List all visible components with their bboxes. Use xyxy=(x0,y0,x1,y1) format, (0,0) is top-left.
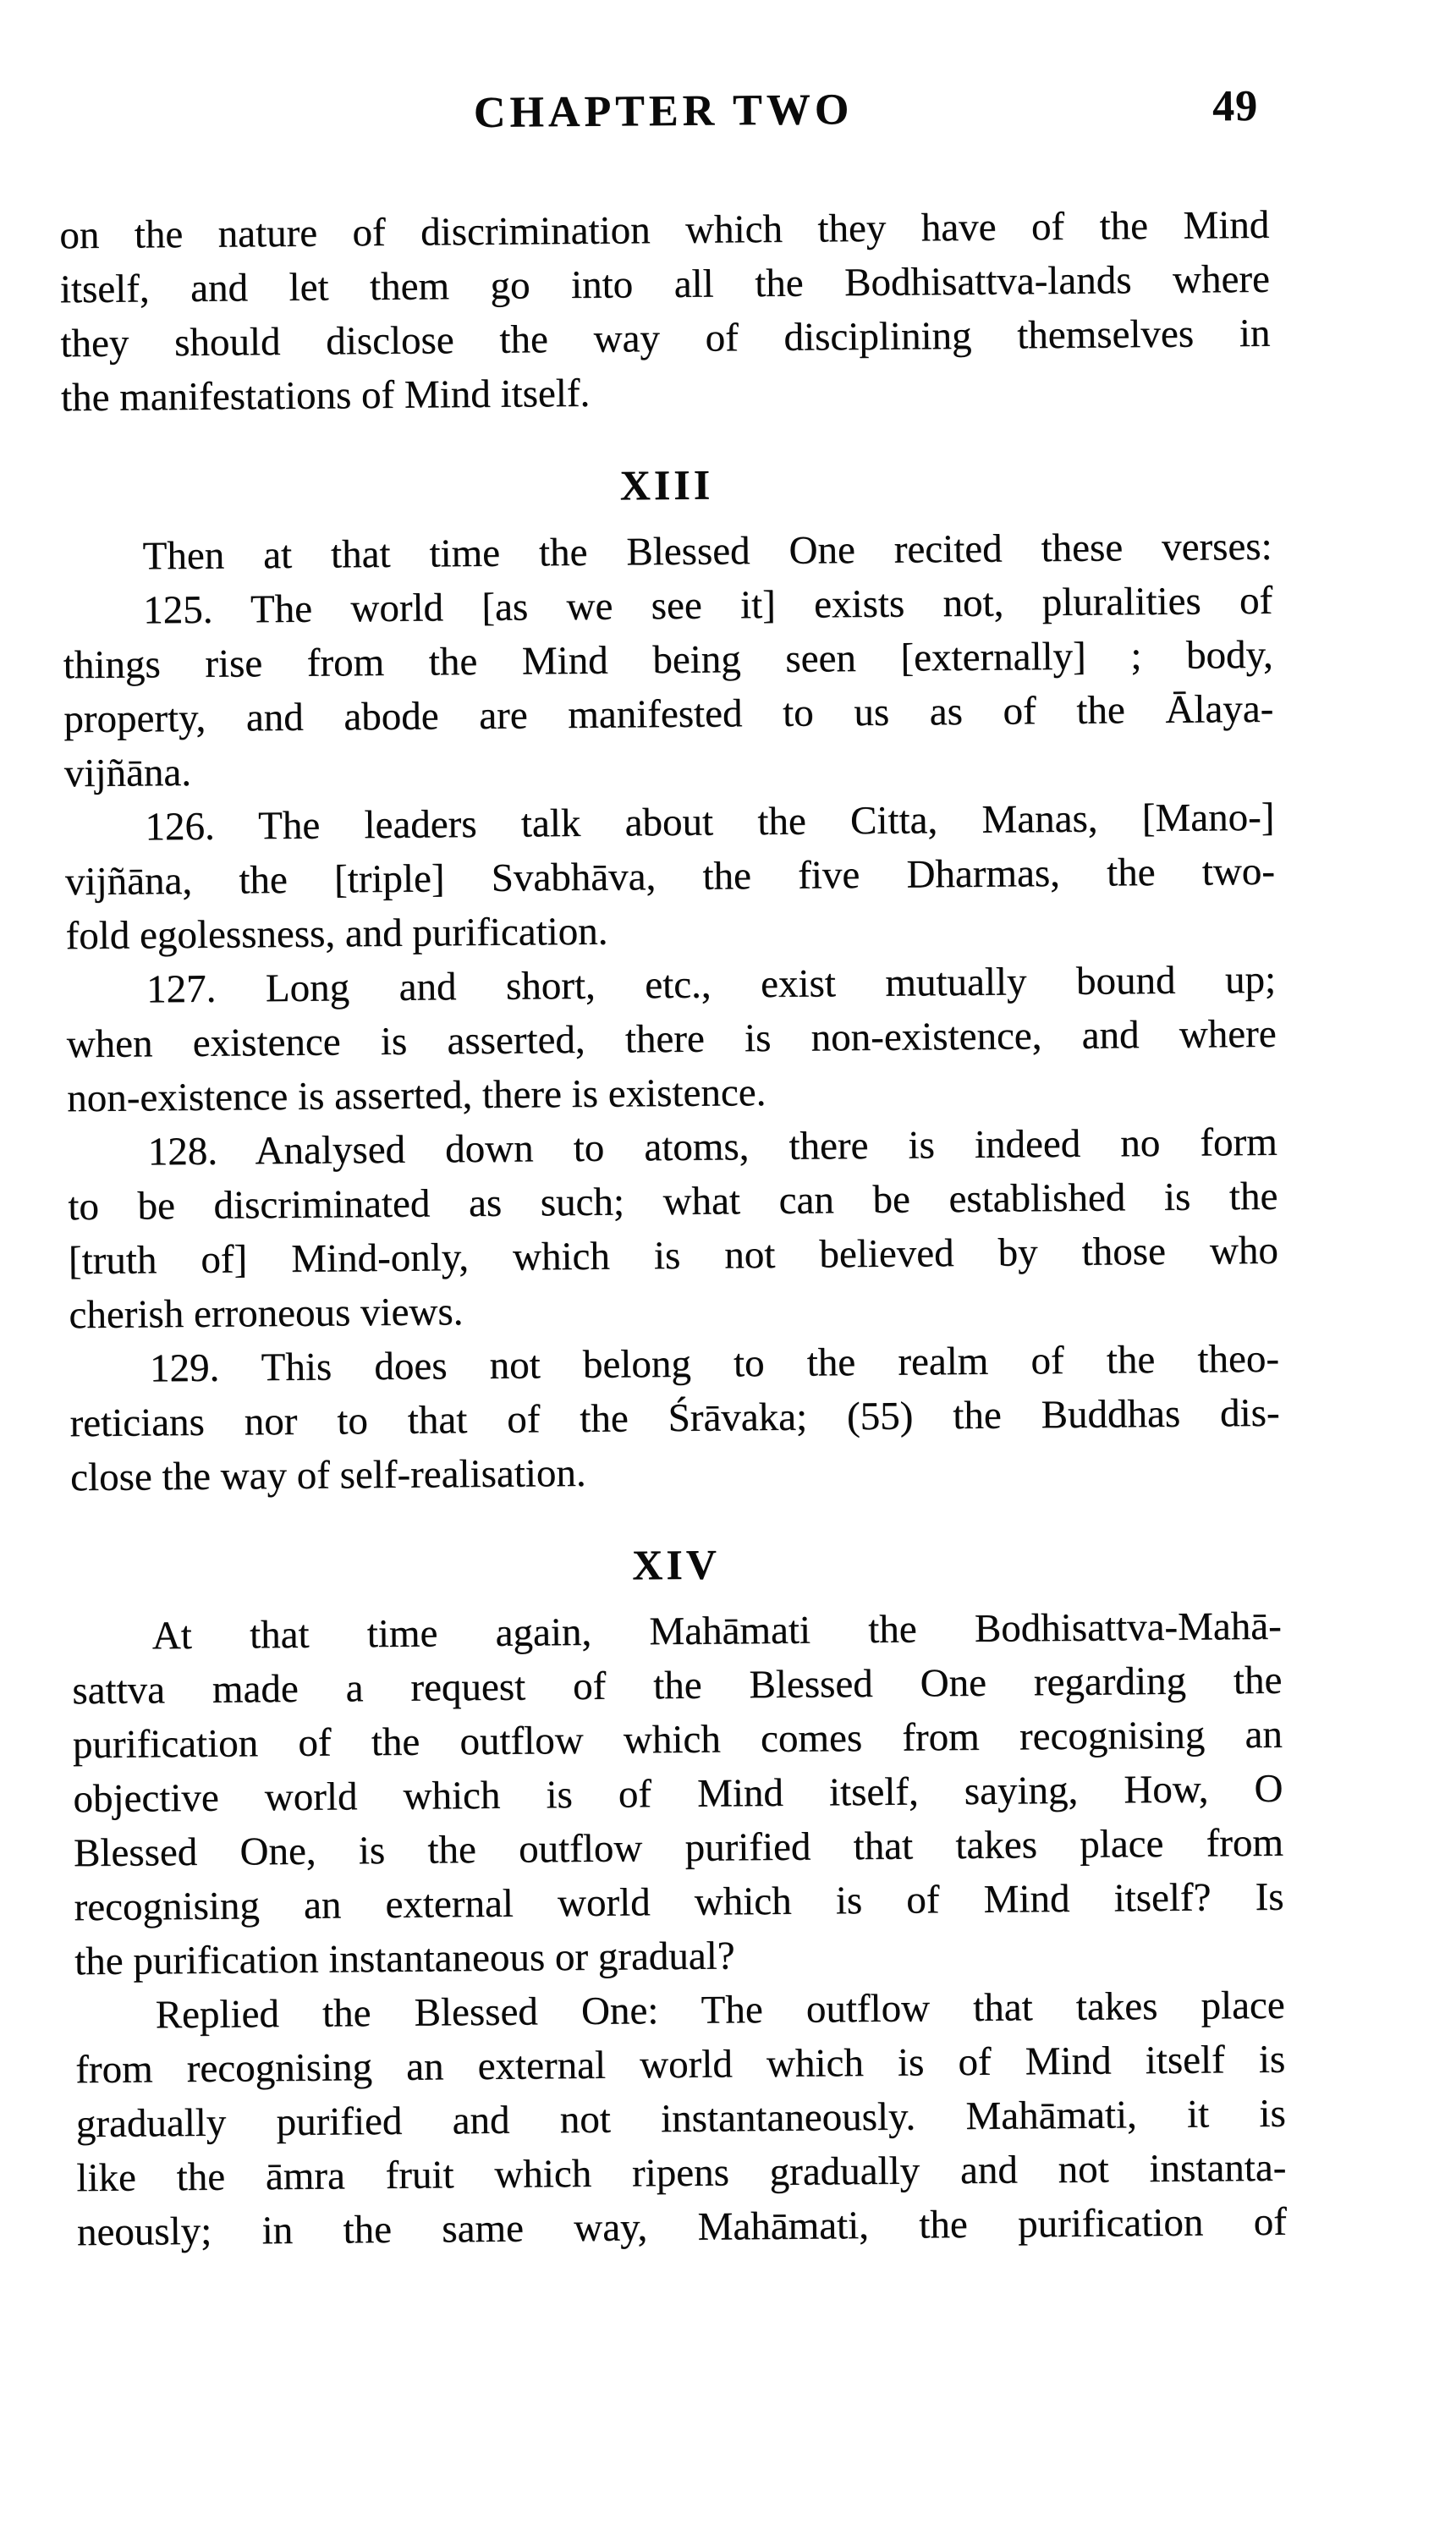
text-line: recognising an external world which is of Mind itself? Is xyxy=(74,1874,1284,1930)
text-line: 126. The leaders talk about the Citta, Manas, [Mano-] xyxy=(145,795,1275,850)
section-heading-xiv: XIV xyxy=(631,1540,721,1589)
running-head xyxy=(58,80,1269,144)
paragraph-mahamati-request xyxy=(72,1599,1285,1989)
page-content xyxy=(58,80,1287,2259)
text-line: vijñāna. xyxy=(63,750,192,796)
text-line: fold egolessness, and purification. xyxy=(65,909,608,959)
text-line: cherish erroneous views. xyxy=(69,1290,464,1338)
paragraph-verse-125 xyxy=(63,574,1274,800)
chapter-title: CHAPTER TWO xyxy=(473,85,854,138)
text-line: neously; in the same way, Mahāmati, the purification of xyxy=(76,2199,1288,2255)
text-line: 129. This does not belong to the realm of the theo- xyxy=(149,1336,1280,1391)
text-line: Then at that time the Blessed One recited these verses: xyxy=(142,524,1272,579)
text-line: Replied the Blessed One: The outflow that takes place xyxy=(155,1983,1285,2038)
text-line: the purification instantaneous or gradual? xyxy=(74,1934,735,1984)
paragraph-verse-126 xyxy=(64,790,1276,963)
text-line: vijñāna, the [triple] Svabhāva, the five Dharmas, the two- xyxy=(64,849,1276,905)
text-line: close the way of self-realisation. xyxy=(69,1450,586,1500)
text-line: gradually purified and not instantaneously. Mahāmati, it is xyxy=(75,2091,1286,2147)
paragraph-verse-127 xyxy=(66,953,1277,1125)
text-line: [truth of] Mind-only, which is not believed by those who xyxy=(68,1228,1279,1284)
text-line: purification of the outflow which comes from recognising an xyxy=(72,1712,1283,1768)
text-line: like the āmra fruit which ripens gradually and not instanta- xyxy=(76,2145,1287,2201)
text-line: objective world which is of Mind itself, saying, How, O xyxy=(73,1766,1283,1822)
text-line: Blessed One, is the outflow purified that takes place from xyxy=(73,1820,1284,1876)
text-line: when existence is asserted, there is non-existence, and where xyxy=(66,1011,1277,1067)
text-line: 125. The world [as we see it] exists not, pluralities of xyxy=(142,578,1273,633)
text-line: from recognising an external world which is of Mind itself is xyxy=(75,2037,1286,2093)
text-line: 127. Long and short, etc., exist mutually bound up; xyxy=(146,957,1277,1012)
text-line: itself, and let them go into all the Bodhisattva-lands where xyxy=(59,256,1271,312)
paragraph-verse-128 xyxy=(68,1115,1279,1342)
paragraph-verse-129 xyxy=(69,1332,1281,1505)
text-line: on the nature of discrimination which they have of the Mind xyxy=(59,202,1270,258)
text-line: property, and abode are manifested to us as of the Ālaya- xyxy=(63,686,1274,742)
page-number: 49 xyxy=(1212,81,1259,131)
text-line: 128. Analysed down to atoms, there is indeed no form xyxy=(147,1119,1277,1174)
text-line: they should disclose the way of disciplining themselves in xyxy=(60,311,1271,366)
text-line: non-existence is asserted, there is existence. xyxy=(67,1070,766,1121)
text-line: to be discriminated as such; what can be established is the xyxy=(68,1174,1278,1229)
text-line: the manifestations of Mind itself. xyxy=(60,371,591,421)
text-line: sattva made a request of the Blessed One regarding the xyxy=(72,1658,1283,1714)
paragraph-continuation xyxy=(59,198,1271,425)
text-line: reticians nor to that of the Śrāvaka; (55) the Buddhas dis- xyxy=(69,1390,1280,1446)
text-line: things rise from the Mind being seen [externally] ; body, xyxy=(63,632,1273,688)
text-line: At that time again, Mahāmati the Bodhisattva-Mahā- xyxy=(151,1604,1282,1659)
paragraph-blessed-one-reply xyxy=(74,1978,1287,2259)
section-heading-xiii: XIII xyxy=(619,460,714,509)
